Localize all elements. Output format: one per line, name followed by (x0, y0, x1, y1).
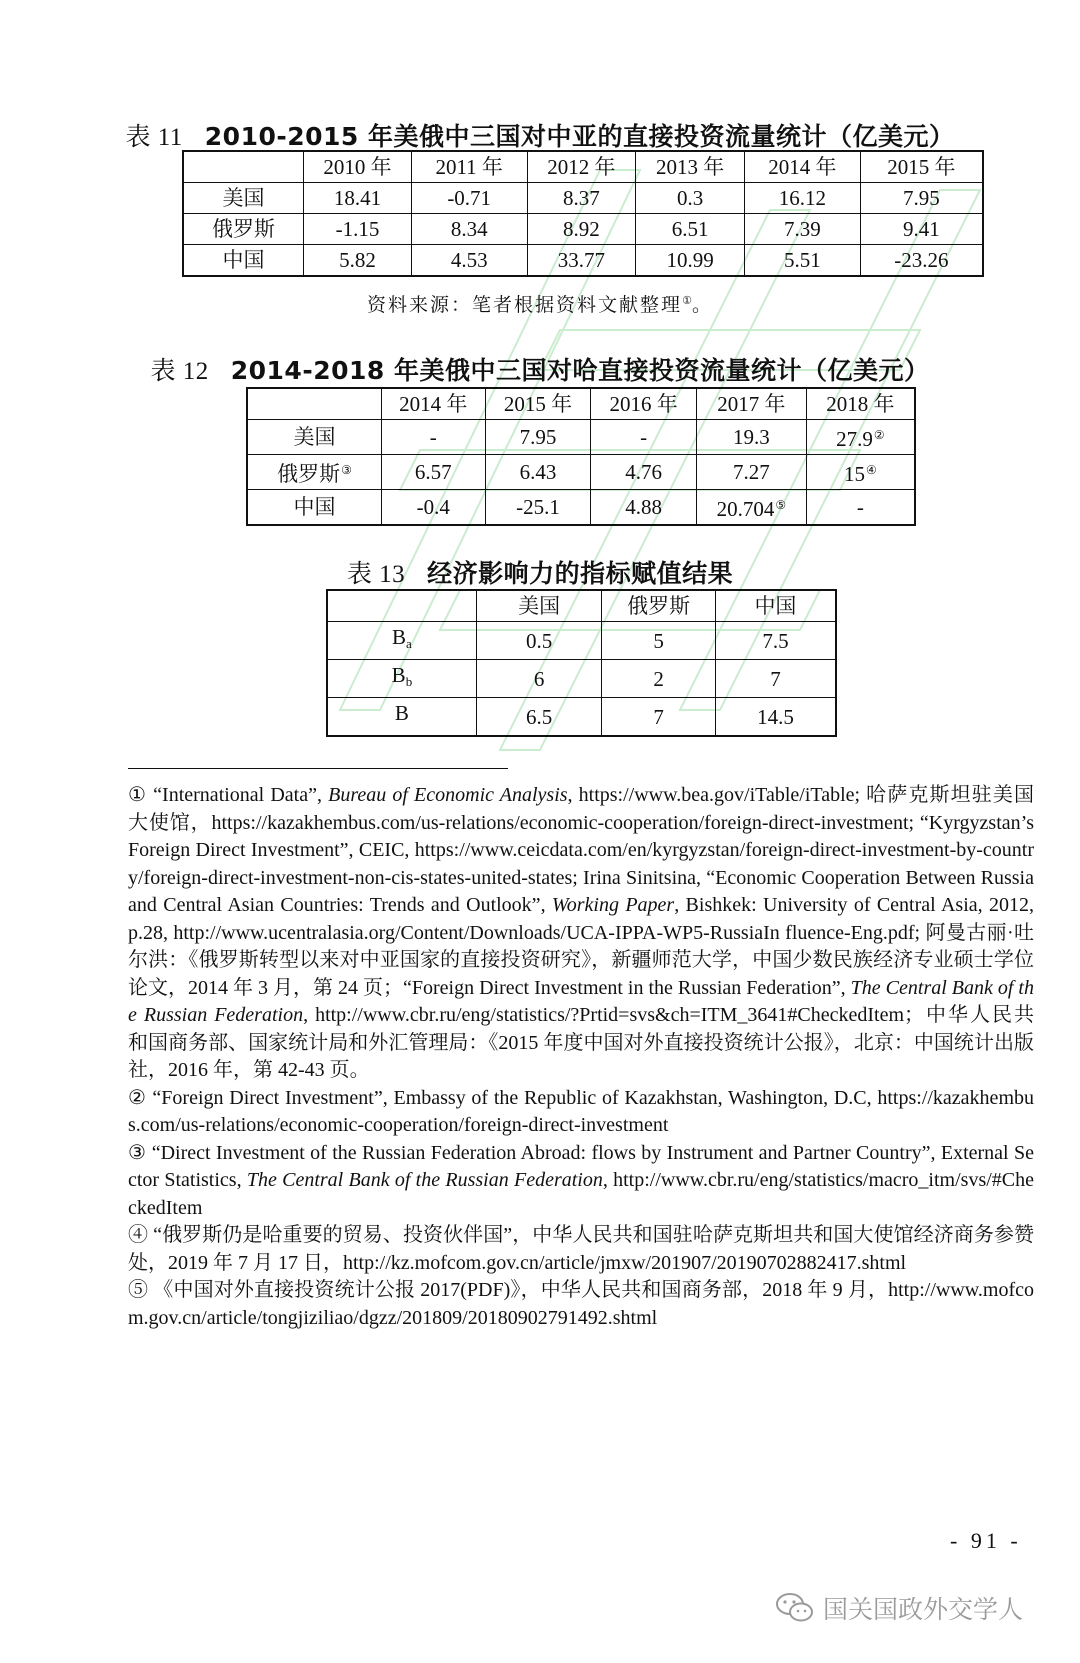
footnote-text: “Direct Investment of the Russian Federation Abroad: flows by Instrument and Partner Country”, External Sector Statistics, (128, 1141, 1034, 1191)
table13-header-cell (327, 590, 476, 622)
footnote-text: “俄罗斯仍是哈重要的贸易、投资伙伴国”，中华人民共和国驻哈萨克斯坦共和国大使馆经济商务参赞处，2019 年 7 月 17 日，http://kz.mofcom.gov.cn/article/jmxw/201907/20190702882417.shtml (128, 1224, 1034, 1274)
table12-header-cell: 2014 年 (381, 388, 485, 420)
table-cell: 6.43 (485, 455, 591, 490)
table-cell: 8.37 (527, 183, 636, 214)
table-row (247, 420, 915, 455)
footnote-mark: ③ (341, 463, 352, 477)
table12-header-cell: 2017 年 (696, 388, 806, 420)
footnote-mark: ① (682, 294, 692, 307)
table-cell: 6 (476, 660, 602, 698)
footnote-text: “Foreign Direct Investment”, Embassy of the Republic of Kazakhstan, Washington, D.C, https://kazakhembus.com/us-relations/economic-cooperation/foreign-direct-investment (128, 1086, 1034, 1136)
table12-header-cell: 2016 年 (591, 388, 697, 420)
table11-header-cell: 2010 年 (304, 151, 412, 183)
table-cell (806, 420, 915, 455)
footnote-mark: ③ (128, 1141, 147, 1164)
wechat-icon (775, 1591, 815, 1625)
table-cell: 7.5 (715, 622, 836, 660)
table11-caption: 2010-2015 年美俄中三国对中亚的直接投资流量统计（亿美元） (204, 122, 955, 151)
table13-header-row (327, 590, 836, 622)
footnote-text: , Bishkek: University of Central Asia, 2012, p.28, http://www.ucentralasia.org/Content/Downloads/UCA-IPPA-WP5-RussiaIn fluence-Eng.pdf; 阿曼古丽·吐尔洪：《俄罗斯转型以来对中亚国家的直接投资研究》，新疆师范大学，中国少数民族经济专业硕士学位论文，2014 年 3 月，第 24 页；“Foreign Direct Investment in the Russian Federation”, (128, 894, 1034, 999)
table-cell: 7.95 (485, 420, 591, 455)
source-period: 。 (691, 294, 713, 316)
row-label: 美国 (247, 420, 381, 455)
table-cell: 14.5 (715, 698, 836, 737)
table11-header-cell: 2012 年 (527, 151, 636, 183)
row-label: 中国 (247, 490, 381, 526)
row-label: 美国 (183, 183, 304, 214)
table11-header-cell: 2014 年 (745, 151, 861, 183)
table-cell: 4.88 (591, 490, 697, 526)
row-label (327, 698, 476, 737)
table-cell: 18.41 (304, 183, 412, 214)
brand-watermark (775, 1588, 1023, 1628)
table13 (326, 589, 837, 737)
table-cell: 7.39 (745, 214, 861, 245)
table-cell: 7.27 (696, 455, 806, 490)
table-cell: 9.41 (860, 214, 983, 245)
table11-title (0, 117, 1080, 153)
table-cell: 6.57 (381, 455, 485, 490)
cell-value: 15 (844, 462, 865, 486)
footnotes (128, 782, 1034, 1332)
table-cell (806, 455, 915, 490)
footnote-1 (128, 782, 1034, 1085)
footnote-text: 《中国对外直接投资统计公报 2017(PDF)》，中华人民共和国商务部，2018 年 9 月，http://www.mofcom.gov.cn/article/tongjiziliao/dgzz/201809/20180902791492.shtml (128, 1279, 1035, 1329)
table12-header-cell: 2015 年 (485, 388, 591, 420)
footnote-text: “International Data”, (147, 784, 329, 806)
row-label-text: 俄罗斯 (277, 462, 341, 486)
footnote-mark: ④ (866, 463, 877, 477)
row-symbol: B (392, 625, 407, 649)
table11-source (0, 290, 1080, 317)
table12-title (0, 351, 1080, 387)
footnote-3 (128, 1140, 1034, 1223)
table-row (327, 698, 836, 737)
row-label: 中国 (183, 245, 304, 277)
footnote-mark: ② (128, 1086, 147, 1109)
table11-header-cell: 2011 年 (411, 151, 527, 183)
footnote-separator (128, 768, 508, 769)
table13-number: 表 13 (346, 561, 406, 588)
table-cell: 6.51 (636, 214, 745, 245)
cell-value: 27.9 (836, 427, 873, 451)
footnote-text: , https://www.bea.gov/iTable/iTable; 哈萨克斯坦驻美国大使馆，https://kazakhembus.com/us-relations/economic-cooperation/foreign-direct-investment; “Kyrgyzstan’s Foreign Direct Investment”, CEIC, https://www.ceicdata.com/en/kyrgyzstan/foreign-direct-investment-by-country/foreign-direct-investment-non-cis-states-united-states; Irina Sinitsina, “Economic Cooperation Between Russia and Central Asian Countries: Trends and Outlook”, (128, 784, 1035, 916)
table11-number: 表 11 (125, 124, 183, 151)
table11 (182, 150, 984, 277)
footnote-text: , http://www.cbr.ru/eng/statistics/?Prtid=svs&ch=ITM_3641#CheckedItem；中华人民共和国商务部、国家统计局和外汇管理局：《2015 年度中国对外直接投资统计公报》，北京：中国统计出版社，2016 年，第 42-43 页。 (128, 1004, 1034, 1081)
table-cell: 8.34 (411, 214, 527, 245)
table12 (246, 387, 916, 526)
table-row (183, 214, 983, 245)
row-label (327, 660, 476, 698)
row-subscript: b (405, 674, 413, 689)
table11-header-row (183, 151, 983, 183)
table12-number: 表 12 (150, 358, 209, 385)
table-cell: - (591, 420, 697, 455)
table-cell: 7 (602, 698, 716, 737)
footnote-italic: The Central Bank of the Russian Federation (128, 976, 1034, 1026)
table-cell: 7 (715, 660, 836, 698)
table13-header-cell: 中国 (715, 590, 836, 622)
table13-caption: 经济影响力的指标赋值结果 (427, 559, 734, 588)
page-number: - 91 - (950, 1528, 1022, 1553)
table13-title (0, 554, 1080, 590)
row-label (327, 622, 476, 660)
table-cell: -0.4 (381, 490, 485, 526)
footnote-4 (128, 1222, 1034, 1277)
table-cell: -0.71 (411, 183, 527, 214)
table-cell (696, 490, 806, 526)
footnote-mark: ② (873, 428, 885, 442)
table-cell: -25.1 (485, 490, 591, 526)
table-cell: - (381, 420, 485, 455)
footnote-italic: Working Paper (551, 894, 675, 916)
table-row (327, 660, 836, 698)
table-row (247, 490, 915, 526)
table11-header-cell: 2015 年 (860, 151, 983, 183)
table11-header-cell (183, 151, 304, 183)
table-cell: 7.95 (860, 183, 983, 214)
footnote-2 (128, 1085, 1034, 1140)
table-row (183, 245, 983, 277)
table13-header-cell: 俄罗斯 (602, 590, 716, 622)
table-cell: 19.3 (696, 420, 806, 455)
table-cell: - (806, 490, 915, 526)
table-cell: 10.99 (636, 245, 745, 277)
table-cell: 4.53 (411, 245, 527, 277)
source-text: 资料来源：笔者根据资料文献整理 (367, 294, 683, 316)
table-row (247, 455, 915, 490)
footnote-5 (128, 1277, 1034, 1332)
footnote-mark: ⑤ (128, 1279, 149, 1301)
table-cell: 0.3 (636, 183, 745, 214)
footnote-mark: ① (128, 784, 148, 806)
table-cell: 5 (602, 622, 716, 660)
table-cell: 0.5 (476, 622, 602, 660)
table12-header-cell (247, 388, 381, 420)
table-cell: -23.26 (860, 245, 983, 277)
footnote-italic: The Central Bank of the Russian Federation (246, 1169, 603, 1191)
row-label (247, 455, 381, 490)
table-cell: 5.82 (304, 245, 412, 277)
table13-header-cell: 美国 (476, 590, 602, 622)
row-symbol: B (394, 701, 409, 725)
table12-header-cell: 2018 年 (806, 388, 915, 420)
table-cell: -1.15 (304, 214, 412, 245)
cell-value: 20.704 (716, 497, 775, 521)
table11-header-cell: 2013 年 (636, 151, 745, 183)
brand-name: 国关国政外交学人 (823, 1595, 1024, 1624)
table-cell: 4.76 (591, 455, 697, 490)
footnote-mark: ⑤ (775, 498, 787, 512)
table-cell: 33.77 (527, 245, 636, 277)
table12-caption: 2014-2018 年美俄中三国对哈直接投资流量统计（亿美元） (230, 356, 930, 385)
table-cell: 5.51 (745, 245, 861, 277)
footnote-mark: ④ (128, 1224, 149, 1246)
table-row (183, 183, 983, 214)
row-subscript: a (406, 636, 412, 651)
row-label: 俄罗斯 (183, 214, 304, 245)
footnote-text: , http://www.cbr.ru/eng/statistics/macro_itm/svs/#CheckedItem (128, 1169, 1035, 1219)
table12-header-row (247, 388, 915, 420)
table-cell: 6.5 (476, 698, 602, 737)
table-row (327, 622, 836, 660)
footnote-italic: Bureau of Economic Analysis (328, 784, 568, 806)
table-cell: 2 (602, 660, 716, 698)
row-symbol: B (391, 663, 406, 687)
table-cell: 16.12 (745, 183, 861, 214)
table-cell: 8.92 (527, 214, 636, 245)
